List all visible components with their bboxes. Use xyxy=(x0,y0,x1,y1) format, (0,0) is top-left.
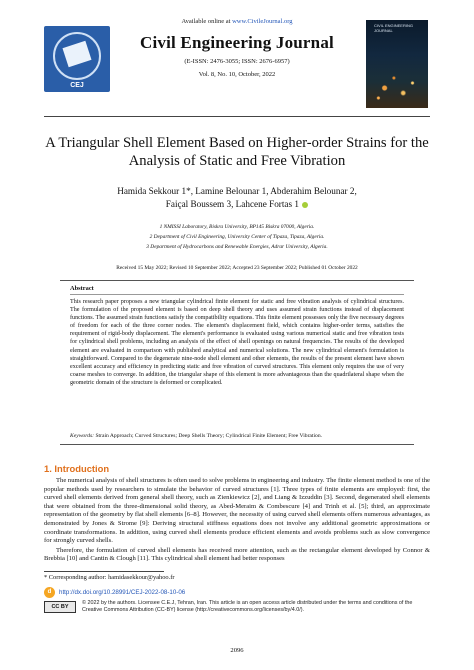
doi-link[interactable]: http://dx.doi.org/10.28991/CEJ-2022-08-10-06 xyxy=(59,589,186,597)
paper-title: A Triangular Shell Element Based on Higher-order Strains for the Analysis of Static and Free Vibration xyxy=(45,135,429,169)
doi-line xyxy=(44,587,185,598)
intro-paragraph-1: The numerical analysis of shell structures is often used to solve problems in engineering and industry. The finite element method is one of the popular methods used by researchers to simulate the behavior of curved structures [1]. Three types of finite elements are employed: first, the curved shell elements derived from general shell theory, such as Zienkiewicz [2], and Liang & Izzuddin [3]. Second, degenerated shell elements that were obtained from the three-dimensional solid theory, as Abed-Meraim & Combescure [4] and Trinh et al. [5]; third, an approximate representation of the geometry by flat shell elements [6–8]. However, the necessity of using curved shell elements offers numerous advantages, as demonstrated by Jones & Strome [9]: Deriving structural stiffness equations does not involve any additional geometric approximations or coordinate transformations. In addition, using curved shell elements produce efficient elements and avoids problems such as slow convergence for strongly curved shells. xyxy=(44,477,430,545)
abstract-text: This research paper proposes a new triangular cylindrical finite element for static and free vibration analysis of cylindrical structures. The formulation of the proposed element is based on deep shell theory and uses assumed strain functions instead of displacement functions. The assumed strain functions satisfy the compatibility equations. This finite element possesses only the five necessary degrees of freedom for each of the three corner nodes. The element's displacement field, which contains higher-order terms, satisfies the requirement of rigid-body displacement. The element's performance is evaluated using various numerical static and free vibration tests for cylindrical shell problems, including an analysis of the effect of shell openings on natural frequencies. The results of the developed element are evaluated in comparison with published analytical and numerical solutions. The new cylindrical element's formulation is straightforward. Compared to the degenerate nine-node shell element and other elements, the results of the present element have shown excellent accuracy and efficiency in predicting static and free vibration of curved structures. This element only requires the use of very coarse meshes to converge. In addition, the triangular shape of this element is more advantageous than the quadrilateral shape when the geometric domain of the structure is deformed or complicated. xyxy=(70,299,404,386)
authors-line-2: Faiçal Boussem 3, Lahcene Fortas 1 xyxy=(60,198,414,211)
introduction-body xyxy=(44,477,430,564)
availability-line xyxy=(120,18,354,25)
page-number: 2096 xyxy=(230,647,244,654)
volume-line: Vol. 8, No. 10, October, 2022 xyxy=(198,71,276,78)
journal-cover-image xyxy=(366,20,428,108)
affiliation-2: 2 Department of Civil Engineering, University Center of Tipaza, Tipaza, Algeria. xyxy=(149,234,325,240)
abstract-divider xyxy=(70,294,404,295)
journal-title: Civil Engineering Journal xyxy=(140,33,334,52)
section-heading-introduction: 1. Introduction xyxy=(44,463,110,474)
cover-city-lights xyxy=(366,58,428,108)
author-list xyxy=(60,185,414,211)
header-center xyxy=(120,18,354,78)
corresponding-author: * Corresponding author: hamidasekkour@yahoo.fr xyxy=(44,574,175,581)
authors-line-1: Hamida Sekkour 1*, Lamine Belounar 1, Abderahim Belounar 2, xyxy=(117,186,357,196)
cc-by-badge[interactable]: CC BY xyxy=(44,601,76,613)
keywords-label: Keywords: xyxy=(70,433,95,439)
footnote-divider xyxy=(44,571,164,572)
abstract-heading: Abstract xyxy=(70,285,94,292)
affiliation-1: 1 NMISSI Laboratory, Biskra University, BP145 Biskra 07000, Algeria. xyxy=(159,224,315,230)
publication-dates: Received 15 May 2022; Revised 10 September 2022; Accepted 23 September 2022; Published 01 October 2022 xyxy=(116,265,358,271)
logo-text: CEJ xyxy=(70,82,84,89)
orcid-icon[interactable] xyxy=(302,202,308,208)
journal-header xyxy=(0,0,474,112)
header-divider xyxy=(44,116,430,117)
keywords xyxy=(70,433,404,439)
journal-website-link[interactable]: www.CivileJournal.org xyxy=(232,18,293,25)
issn-line: (E-ISSN: 2476-3055; ISSN: 2676-6957) xyxy=(184,58,290,65)
affiliations xyxy=(44,222,430,252)
affiliation-3: 3 Department of Hydrocarbons and Renewable Energies, Adrar University, Algeria. xyxy=(146,244,328,250)
available-prefix: Available online at xyxy=(181,18,231,25)
license-text: © 2022 by the authors. Licensee C.E.J, Tehran, Iran. This article is an open access article distributed under the terms and conditions of the Creative Commons Attribution (CC-BY) license (http://creativecommons.org/licenses/by/4.0/). xyxy=(82,600,413,614)
intro-paragraph-2: Therefore, the formulation of curved shell elements has received more attention, such as the rectangular element developed by Connor & Brebbia [10] and Cantin & Clough [11]. This cylindrical shell element had better responses xyxy=(44,546,430,563)
cover-title: CIVIL ENGINEERING JOURNAL xyxy=(374,23,413,33)
keywords-list: Strain Approach; Curved Structures; Deep Shells Theory; Cylindrical Finite Element; Free Vibration. xyxy=(95,433,323,439)
doi-icon: d xyxy=(44,587,55,598)
cej-logo xyxy=(44,26,110,92)
